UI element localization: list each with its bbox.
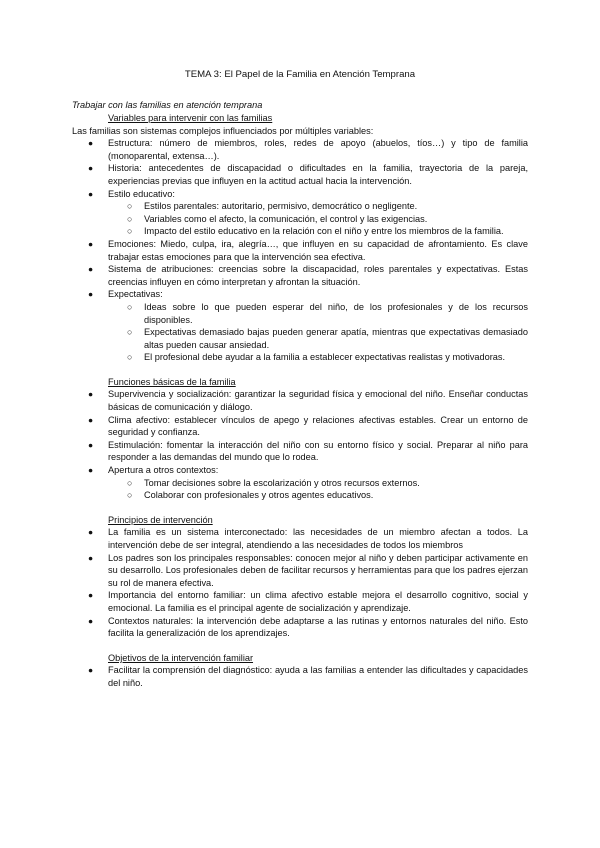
list-item: ● Emociones: Miedo, culpa, ira, alegría…, que influyen en su capacidad de afrontamiento. Es clave trabajar estas emociones para que la intervención sea efectiva. xyxy=(72,238,528,263)
document-subtitle: Trabajar con las familias en atención temprana xyxy=(72,100,263,110)
list-item: ● Estilo educativo: xyxy=(72,188,528,201)
list-item: ● Los padres son los principales responsables: conocen mejor al niño y deben participar activamente en su desarrollo. Los profesionales deben de facilitar recursos y herramientas para que los padres ejerzan su rol de manera efectiva. xyxy=(72,552,528,590)
list-item: ● La familia es un sistema interconectado: las necesidades de un miembro afectan a todos. La intervención debe de ser integral, atendiendo a las necesidades de todos los miembros xyxy=(72,526,528,551)
sub-list-item: ○ Expectativas demasiado bajas pueden generar apatía, mientras que expectativas demasiado altas pueden causar ansiedad. xyxy=(72,326,528,351)
document-content xyxy=(72,112,528,690)
section-heading-variables: Variables para intervenir con las familias xyxy=(108,113,273,123)
list-item: ● Apertura a otros contextos: xyxy=(72,464,528,477)
list-item: ● Estimulación: fomentar la interacción del niño con su entorno físico y social. Preparar al niño para responder a las demandas del mundo que lo rodea. xyxy=(72,439,528,464)
list-item: ● Contextos naturales: la intervención debe adaptarse a las rutinas y entornos naturales del niño. Esto facilita la generalización de los aprendizajes. xyxy=(72,615,528,640)
document-title: TEMA 3: El Papel de la Familia en Atención Temprana xyxy=(184,69,416,80)
list-item: ● Supervivencia y socialización: garantizar la seguridad física y emocional del niño. Enseñar conductas básicas de comunicación y diálogo. xyxy=(72,388,528,413)
sub-list-item: ○ Impacto del estilo educativo en la relación con el niño y entre los miembros de la familia. xyxy=(72,225,528,238)
list-item: ● Historia: antecedentes de discapacidad o dificultades en la familia, trayectoria de la pareja, experiencias previas que influyen en la actitud actual hacia la intervención. xyxy=(72,162,528,187)
sub-list-item: ○ Colaborar con profesionales y otros agentes educativos. xyxy=(72,489,528,502)
sub-list-item: ○ Variables como el afecto, la comunicación, el control y las exigencias. xyxy=(72,213,528,226)
list-objetivos xyxy=(72,664,528,689)
list-item: ● Sistema de atribuciones: creencias sobre la discapacidad, roles parentales y expectativas. Estas creencias influyen en cómo interpretan y afrontan la situación. xyxy=(72,263,528,288)
section-intro-variables: Las familias son sistemas complejos influenciados por múltiples variables: xyxy=(72,125,374,136)
sub-list-item: ○ Ideas sobre lo que pueden esperar del niño, de los profesionales y de los recursos disponibles. xyxy=(72,301,528,326)
list-item: ● Clima afectivo: establecer vínculos de apego y relaciones afectivas estables. Crear un entorno de seguridad y confianza. xyxy=(72,414,528,439)
list-item: ● Importancia del entorno familiar: un clima afectivo estable mejora el desarrollo cognitivo, social y emocional. La familia es el principal agente de socialización y aprendizaje. xyxy=(72,589,528,614)
sub-list-item: ○ Estilos parentales: autoritario, permisivo, democrático o negligente. xyxy=(72,200,528,213)
section-heading-objetivos: Objetivos de la intervención familiar xyxy=(108,652,254,663)
sub-list-item: ○ El profesional debe ayudar a la familia a establecer expectativas realistas y motivadoras. xyxy=(72,351,528,364)
list-item: ● Expectativas: xyxy=(72,288,528,301)
list-principios xyxy=(72,526,528,639)
list-variables xyxy=(72,137,528,364)
section-heading-principios: Principios de intervención xyxy=(108,514,213,525)
list-item: ● Estructura: número de miembros, roles, redes de apoyo (abuelos, tíos…) y tipo de familia (monoparental, extensa…). xyxy=(72,137,528,162)
list-funciones xyxy=(72,388,528,501)
sub-list-item: ○ Tomar decisiones sobre la escolarización y otros recursos externos. xyxy=(72,477,528,490)
list-item: ● Facilitar la comprensión del diagnóstico: ayuda a las familias a entender las dificultades y capacidades del niño. xyxy=(72,664,528,689)
section-heading-funciones: Funciones básicas de la familia xyxy=(108,376,236,387)
